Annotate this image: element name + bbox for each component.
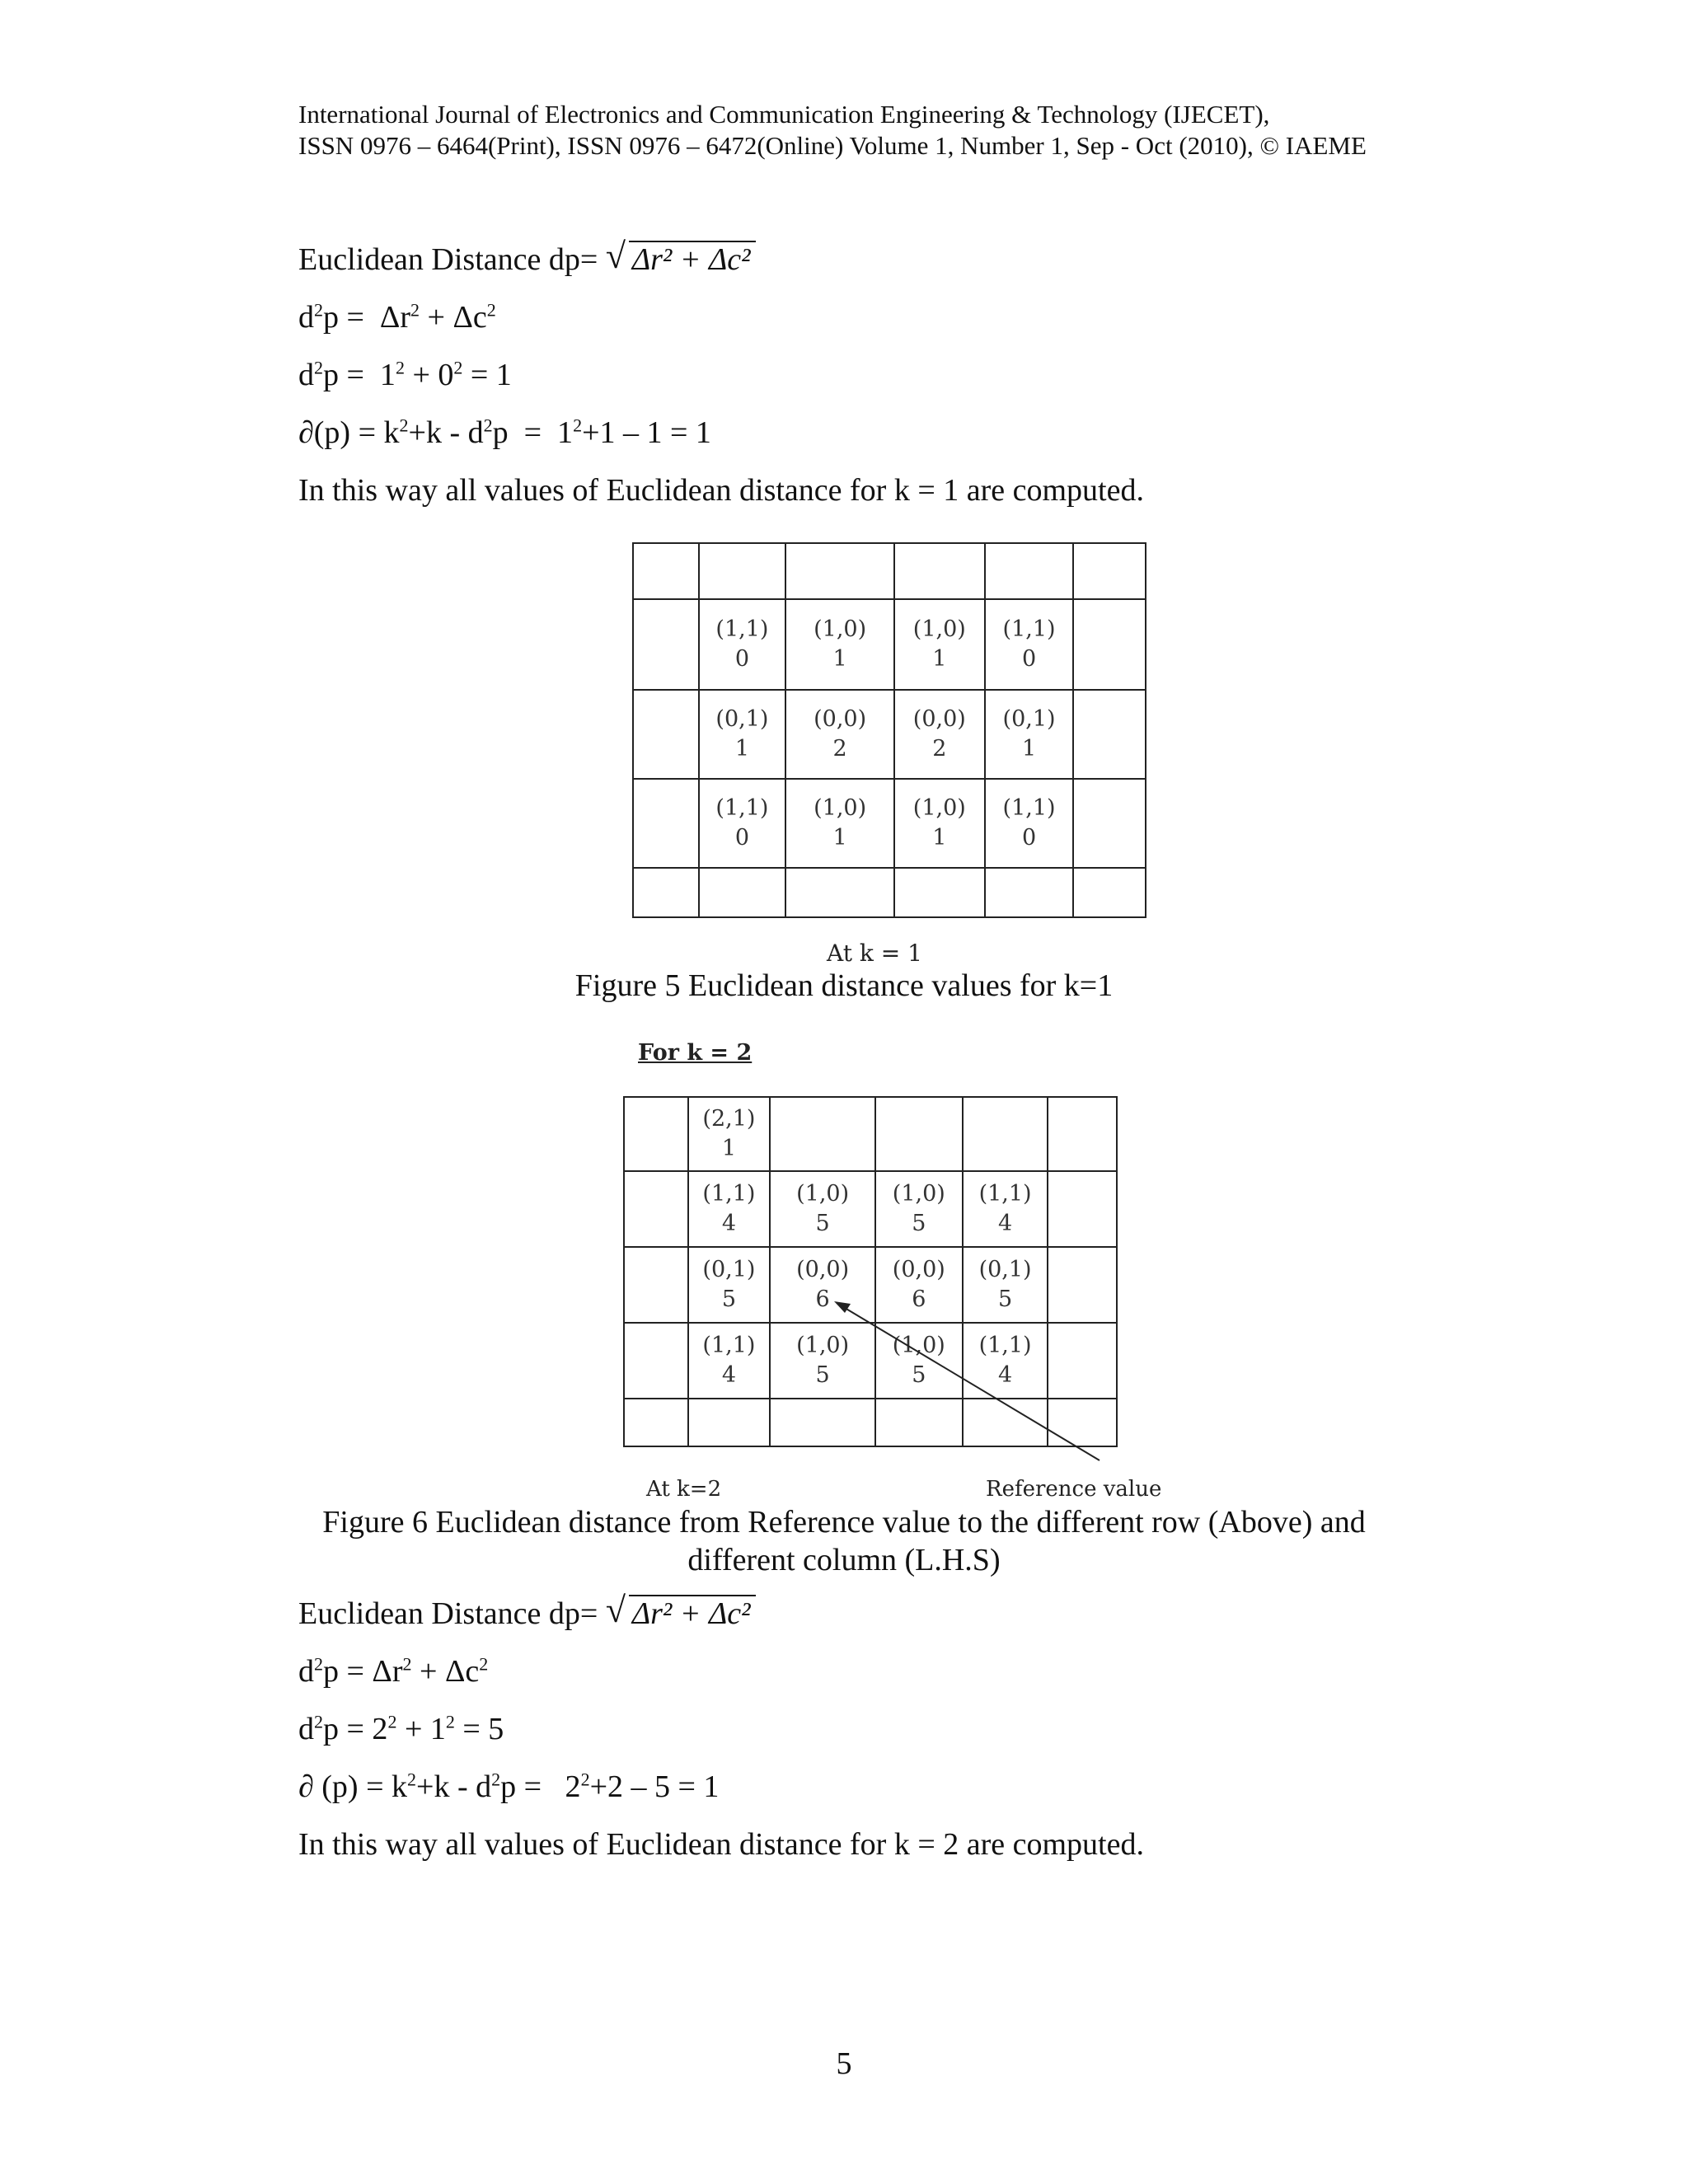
equation-partial-p: $\partial(p) = k^2+k - d^2p = 1^2+1 - 1 = 1$ [298, 415, 711, 450]
grid-cell: (1,0) 5 [875, 1171, 963, 1247]
arrowhead-icon [834, 1301, 851, 1313]
sqrt-expression: √ Δr² + Δc² [606, 1595, 756, 1633]
grid-cell: (0,1) 5 [688, 1247, 771, 1323]
page-number: 5 [836, 2046, 852, 2081]
grid-cell: (1,0) 1 [785, 779, 894, 868]
figure6-label-right: Reference value [986, 1477, 1162, 1502]
grid-cell: (1,0) 1 [894, 599, 985, 690]
grid-cell: (0,0) 2 [894, 690, 985, 779]
grid-cell: (1,1) 0 [699, 599, 786, 690]
euclid-label: Euclidean Distance dp= [298, 242, 598, 277]
radicand: Δr² + Δc² [629, 1595, 756, 1631]
grid-cell: (0,0) 6 [875, 1247, 963, 1323]
journal-header-line2: ISSN 0976 – 6464(Print), ISSN 0976 – 6472(Online) Volume 1, Number 1, Sep - Oct (2010), © IAEME [298, 131, 1367, 160]
euclid-formula-2 [298, 1590, 756, 1633]
grid-cell: (1,1) 4 [963, 1323, 1048, 1399]
grid-cell: (0,1) 5 [963, 1247, 1048, 1323]
figure6-label-left: At k=2 [646, 1477, 722, 1502]
grid-cell: (1,1) 4 [963, 1171, 1048, 1247]
grid-cell-reference-row: (2,1) 1 [688, 1097, 771, 1171]
grid-cell: (1,1) 0 [699, 779, 786, 868]
grid-cell: (1,0) 1 [894, 779, 985, 868]
grid-cell: (1,1) 0 [985, 779, 1074, 868]
grid-cell: (1,1) 0 [985, 599, 1074, 690]
sqrt-expression: √ Δr² + Δc² [606, 241, 756, 279]
equation-d2p-value-2: $d^2p = 2^2 + 1^2 = 5$ [298, 1711, 504, 1746]
grid-cell: (1,1) 4 [688, 1171, 771, 1247]
grid-cell: (1,0) 5 [875, 1323, 963, 1399]
equation-d2p-definition: $d^2p = \Delta r^2 + \Delta c^2$ [298, 299, 496, 335]
euclid-label: Euclidean Distance dp= [298, 1596, 598, 1631]
grid-cell: (1,0) 1 [785, 599, 894, 690]
equation-d2p-definition-2: $d^2p = \Delta r^2 + \Delta c^2$ [298, 1653, 489, 1689]
grid-cell: (0,0) 6 [770, 1247, 875, 1323]
journal-header-line1: International Journal of Electronics and Communication Engineering & Technology (IJECET), [298, 100, 1270, 129]
figure5-sublabel: At k = 1 [827, 940, 922, 967]
grid-cell: (1,0) 5 [770, 1171, 875, 1247]
equation-d2p-value: $d^2p = 1^2 + 0^2 = 1$ [298, 357, 512, 392]
closing-text-k2: In this way all values of Euclidean distance for k = 2 are computed. [298, 1827, 1144, 1862]
grid-cell: (0,0) 2 [785, 690, 894, 779]
grid-cell: (1,0) 5 [770, 1323, 875, 1399]
figure6-title: For k = 2 [638, 1040, 753, 1066]
figure5-caption: Figure 5 Euclidean distance values for k=1 [574, 968, 1114, 1003]
figure6-caption-line2: different column (L.H.S) [687, 1543, 1001, 1577]
figure6-caption-line1: Figure 6 Euclidean distance from Reference value to the different row (Above) and [322, 1505, 1366, 1540]
grid-cell: (0,1) 1 [699, 690, 786, 779]
closing-text-k1: In this way all values of Euclidean distance for k = 1 are computed. [298, 473, 1144, 508]
grid-cell: (0,1) 1 [985, 690, 1074, 779]
radicand: Δr² + Δc² [629, 241, 756, 277]
equation-partial-p-2: ∂ $(p) = k^2+k - d^2p = 2^2+2 - 5 = 1$ [298, 1769, 720, 1804]
grid-cell: (1,1) 4 [688, 1323, 771, 1399]
